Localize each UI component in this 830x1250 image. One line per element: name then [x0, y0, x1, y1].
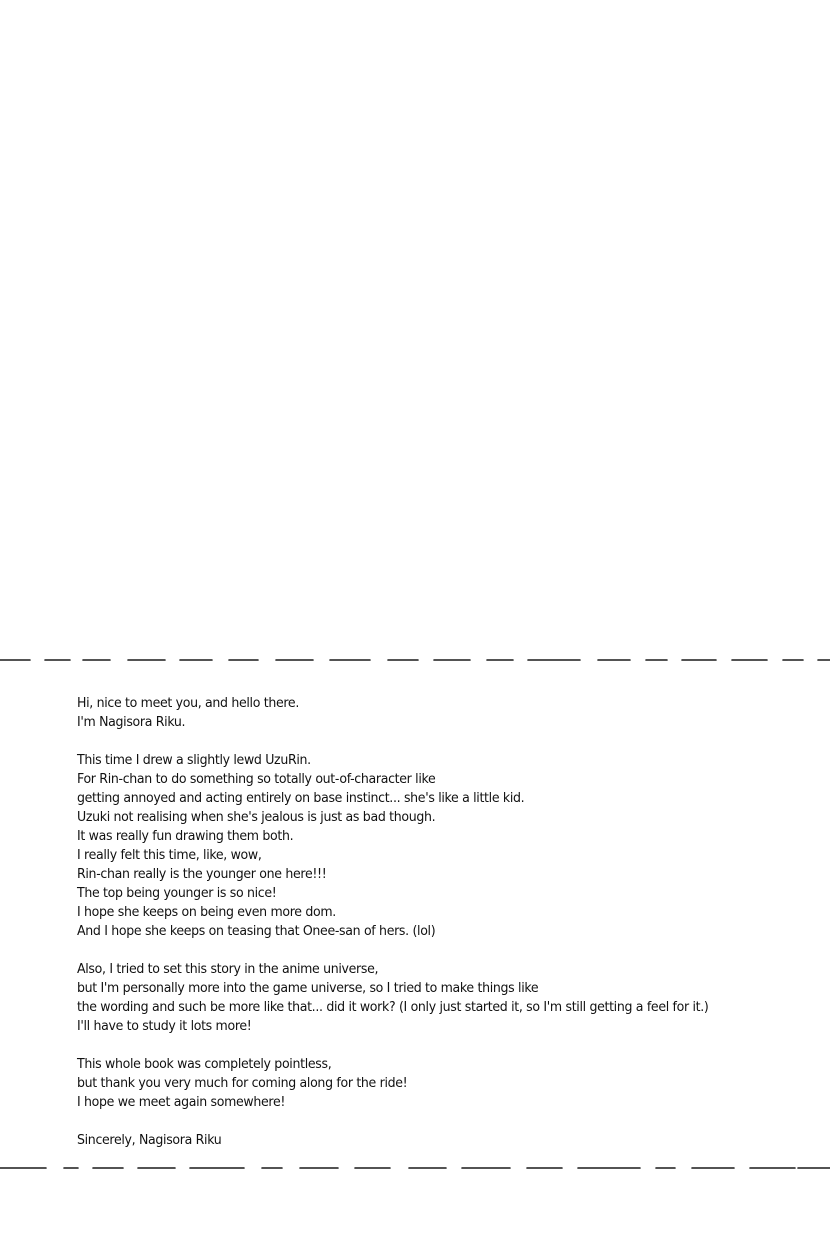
- text-line: It was really fun drawing them both.: [77, 828, 294, 844]
- text-line: getting annoyed and acting entirely on base instinct... she's like a little kid.: [77, 790, 525, 806]
- text-line: This whole book was completely pointless,: [77, 1056, 332, 1072]
- text-line: Rin-chan really is the younger one here!!!: [77, 866, 327, 882]
- universe-paragraph: [77, 960, 817, 1036]
- text-line: I hope she keeps on being even more dom.: [77, 904, 336, 920]
- text-line: The top being younger is so nice!: [77, 885, 277, 901]
- text-line: I'll have to study it lots more!: [77, 1018, 252, 1034]
- greeting-paragraph: [77, 694, 817, 732]
- text-line: For Rin-chan to do something so totally out-of-character like: [77, 771, 436, 787]
- bottom-dashed-divider: [0, 1162, 830, 1174]
- text-line: I hope we meet again somewhere!: [77, 1094, 286, 1110]
- text-line: And I hope she keeps on teasing that Onee-san of hers. (lol): [77, 923, 436, 939]
- text-line: I'm Nagisora Riku.: [77, 714, 186, 730]
- text-line: but thank you very much for coming along for the ride!: [77, 1075, 408, 1091]
- top-dashed-divider: [0, 654, 830, 666]
- text-line: Hi, nice to meet you, and hello there.: [77, 695, 299, 711]
- text-line: Also, I tried to set this story in the anime universe,: [77, 961, 379, 977]
- text-line: I really felt this time, like, wow,: [77, 847, 262, 863]
- text-line: but I'm personally more into the game universe, so I tried to make things like: [77, 980, 539, 996]
- thanks-paragraph: [77, 1055, 817, 1112]
- signoff-paragraph: [77, 1131, 817, 1150]
- story-paragraph: [77, 751, 817, 941]
- text-line: the wording and such be more like that... did it work? (I only just started it, so I'm still getting a feel for it.): [77, 999, 709, 1015]
- signoff-line: Sincerely, Nagisora Riku: [77, 1132, 222, 1148]
- text-line: Uzuki not realising when she's jealous is just as bad though.: [77, 809, 436, 825]
- afterword-text: [77, 694, 817, 1150]
- text-line: This time I drew a slightly lewd UzuRin.: [77, 752, 311, 768]
